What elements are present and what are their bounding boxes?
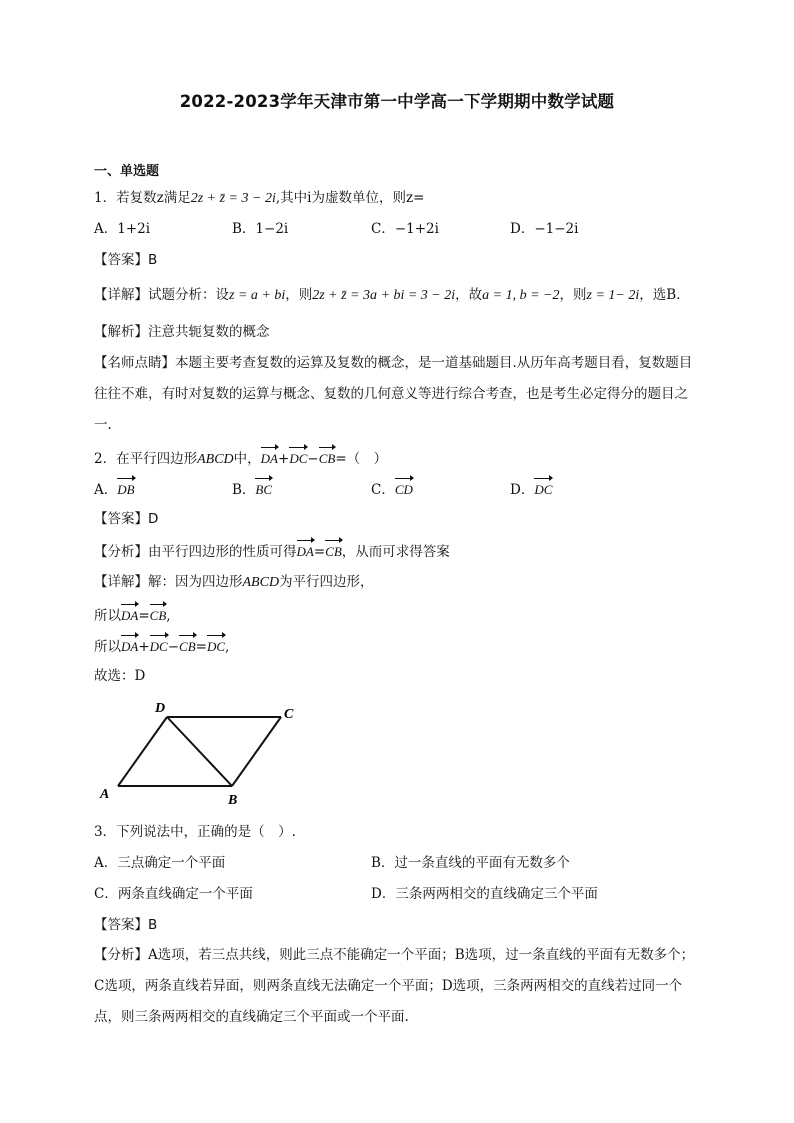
vector-cb: CB	[319, 447, 336, 469]
q3-option-d: D．三条两两相交的直线确定三个平面	[371, 886, 598, 902]
q3-analysis: 【分析】A选项，若三点共线，则此三点不能确定一个平面；B选项，过一条直线的平面有无数多个；C选项，两条直线若异面，则两条直线无法确定一个平面；D选项，三条两两相交的直线若过同一个点，则三条两两相交的直线确定三个平面或一个平面.	[94, 947, 695, 1025]
q1-teacher-note: 【名师点睛】本题主要考查复数的运算及复数的概念，是一道基础题目.从历年高考题目看，复数题目往往不难，有时对复数的运算与概念、复数的几何意义等进行综合考查，也是考生必定得分的题目之一.	[94, 355, 693, 433]
q2-option-b: B．BC	[232, 478, 272, 500]
q1-analysis: 【解析】注意共轭复数的概念	[94, 324, 270, 340]
q1-detail: 【详解】试题分析：设z = a + bi，则2z + z̄ = 3a + bi = 3 − 2i，故a = 1, b = −2，则z = 1− 2i，选B.	[94, 287, 681, 303]
q2-final: 故选：D	[94, 668, 146, 684]
vertex-label-a: A	[100, 787, 110, 802]
q2-option-d: D．DC	[510, 478, 552, 500]
q2-analysis: 【分析】由平行四边形的性质可得DA=CB，从而可求得答案	[94, 540, 450, 562]
edge-bc	[232, 717, 281, 786]
edge-da	[118, 717, 167, 786]
q2-option-c: C．CD	[371, 478, 413, 500]
q2-stem: 2．在平行四边形ABCD中，DA+DC−CB=（ ）	[94, 447, 387, 470]
vector-dc: DC	[289, 447, 307, 469]
q2-answer: 【答案】D	[94, 511, 159, 527]
diagonal-db	[167, 717, 232, 786]
q1-option-c: C．−1+2i	[371, 221, 439, 237]
q2-step-1: 所以DA=CB,	[94, 604, 171, 626]
parallelogram-figure	[96, 698, 316, 810]
q3-option-c: C．两条直线确定一个平面	[94, 886, 253, 902]
q1-answer: 【答案】B	[94, 252, 158, 268]
q3-answer: 【答案】B	[94, 917, 158, 933]
vertex-label-d: D	[155, 701, 166, 716]
q3-option-b: B．过一条直线的平面有无数多个	[371, 855, 570, 871]
vertex-label-c: C	[284, 707, 294, 722]
q1-option-a: A．1+2i	[94, 221, 151, 237]
q1-option-d: D．−1−2i	[510, 221, 579, 237]
q2-option-a: A．DB	[94, 478, 135, 500]
vector-da: DA	[261, 447, 278, 469]
section-heading: 一、单选题	[94, 164, 160, 179]
q2-detail: 【详解】解：因为四边形ABCD为平行四边形，	[94, 574, 374, 590]
q3-option-a: A．三点确定一个平面	[94, 855, 226, 871]
vertex-label-b: B	[228, 793, 238, 808]
document-title: 2022-2023学年天津市第一中学高一下学期期中数学试题	[179, 92, 615, 111]
q1-option-b: B．1−2i	[232, 221, 289, 237]
q1-stem: 1．若复数z满足2z + z̄ = 3 − 2i,其中i为虚数单位，则z=	[94, 190, 425, 206]
q3-stem: 3．下列说法中，正确的是（ ）.	[94, 824, 296, 840]
q2-step-2: 所以DA+DC−CB=DC,	[94, 635, 229, 657]
